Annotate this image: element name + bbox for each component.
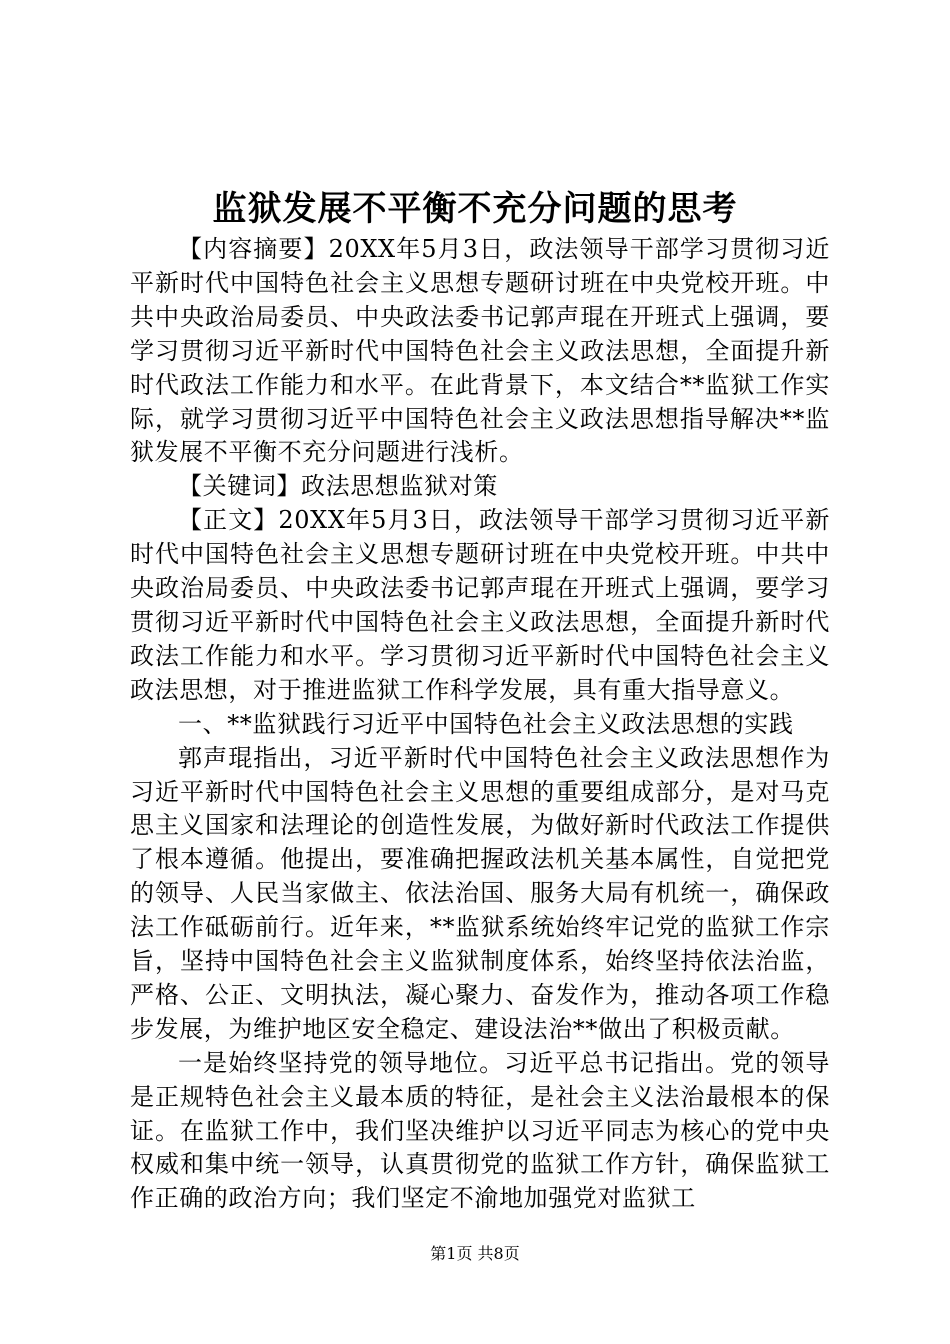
- body-paragraph: 郭声琨指出，习近平新时代中国特色社会主义政法思想作为习近平新时代中国特色社会主义思想的重要组成部分，是对马克思主义国家和法理论的创造性发展，为做好新时代政法工作提供了根本遵循。他提出，要准确把握政法机关基本属性，自觉把党的领导、人民当家做主、依法治国、服务大局有机统一，确保政法工作砥砺前行。近年来，**监狱系统始终牢记党的监狱工作宗旨，坚持中国特色社会主义监狱制度体系，始终坚持依法治监，严格、公正、文明执法，凝心聚力、奋发作为，推动各项工作稳步发展，为维护地区安全稳定、建设法治**做出了积极贡献。: [130, 743, 830, 1043]
- document-body: [130, 233, 830, 1216]
- page-footer: 第1页 共8页: [430, 1244, 520, 1263]
- document-title: 监狱发展不平衡不充分问题的思考: [212, 189, 738, 229]
- section-heading: 一、**监狱践行习近平中国特色社会主义政法思想的实践: [178, 709, 794, 738]
- abstract-paragraph: 【内容摘要】20XX年5月3日，政法领导干部学习贯彻习近平新时代中国特色社会主义思想专题研讨班在中央党校开班。中共中央政治局委员、中央政法委书记郭声琨在开班式上强调，要学习贯彻习近平新时代中国特色社会主义政法思想，全面提升新时代政法工作能力和水平。在此背景下，本文结合**监狱工作实际，就学习贯彻习近平中国特色社会主义政法思想指导解决**监狱发展不平衡不充分问题进行浅析。: [130, 235, 830, 467]
- body-paragraph: 一是始终坚持党的领导地位。习近平总书记指出。党的领导是正规特色社会主义最本质的特征，是社会主义法治最根本的保证。在监狱工作中，我们坚决维护以习近平同志为核心的党中央权威和集中统一领导，认真贯彻党的监狱工作方针，确保监狱工作正确的政治方向；我们坚定不渝地加强党对监狱工: [130, 1048, 830, 1213]
- body-paragraph: 【正文】20XX年5月3日，政法领导干部学习贯彻习近平新时代中国特色社会主义思想专题研讨班在中央党校开班。中共中央政治局委员、中央政法委书记郭声琨在开班式上强调，要学习贯彻习近平新时代中国特色社会主义政法思想，全面提升新时代政法工作能力和水平。学习贯彻习近平新时代中国特色社会主义政法思想，对于推进监狱工作科学发展，具有重大指导意义。: [130, 506, 830, 704]
- keywords-paragraph: 【关键词】政法思想监狱对策: [178, 472, 498, 501]
